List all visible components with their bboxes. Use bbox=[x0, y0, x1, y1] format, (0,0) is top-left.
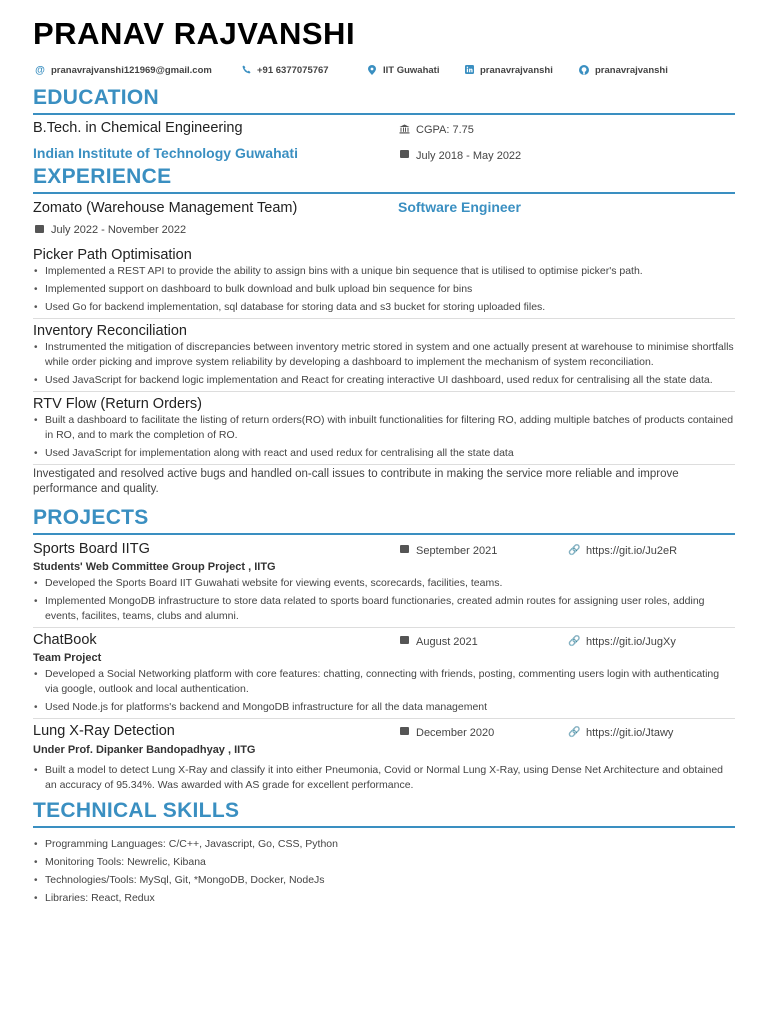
calendar-icon bbox=[398, 150, 410, 161]
list-item: • Used Go for backend implementation, sql database for storing data and s3 bucket for storing uploaded files. bbox=[33, 300, 735, 315]
university-icon bbox=[398, 124, 410, 135]
degree-text: B.Tech. in Chemical Engineering bbox=[33, 120, 243, 136]
project-date-text: September 2021 bbox=[416, 544, 498, 557]
skills-heading: TECHNICAL SKILLS bbox=[33, 799, 240, 822]
experience-dates-text: July 2022 - November 2022 bbox=[51, 224, 187, 236]
work-project bbox=[33, 246, 735, 315]
cgpa bbox=[398, 124, 474, 136]
education-dates-text: July 2018 - May 2022 bbox=[416, 149, 522, 162]
list-item: • Built a dashboard to facilitate the listing of return orders(RO) with inbuilt functionalities for filtering RO, adding multiple batches of products contained in RO, and to mark the completion of RO. bbox=[33, 413, 735, 443]
education-dates bbox=[398, 150, 521, 162]
education-heading: EDUCATION bbox=[33, 86, 159, 109]
skill-item: • Technologies/Tools: MySql, Git, *MongoDB, Docker, NodeJs bbox=[33, 873, 735, 888]
project-title: Lung X-Ray Detection bbox=[33, 723, 175, 739]
project-org: Students' Web Committee Group Project , IITG bbox=[33, 561, 276, 573]
project-link[interactable] bbox=[568, 636, 676, 648]
project-date bbox=[398, 727, 568, 739]
calendar-icon bbox=[398, 727, 410, 738]
calendar-icon bbox=[398, 636, 410, 647]
section-divider bbox=[33, 113, 735, 115]
skill-item: • Programming Languages: C/C++, Javascript, Go, CSS, Python bbox=[33, 837, 735, 852]
list-item: • Developed the Sports Board IIT Guwahati website for viewing events, scorecards, facilities, teams. bbox=[33, 576, 735, 591]
work-project-title: Picker Path Optimisation bbox=[33, 247, 192, 263]
resume bbox=[33, 14, 735, 909]
skill-item: • Libraries: React, Redux bbox=[33, 891, 735, 906]
list-item: • Used Node.js for platforms's backend and MongoDB infrastructure for all the data management bbox=[33, 700, 735, 715]
project-item bbox=[33, 541, 735, 624]
work-project bbox=[33, 322, 735, 388]
list-item: • Developed a Social Networking platform with core features: chatting, connecting with friends, posting, commenting users login with authenticating via google, outlook and local authentication. bbox=[33, 667, 735, 697]
contact-bar bbox=[33, 64, 735, 76]
location-contact bbox=[367, 65, 464, 76]
company-text: Zomato (Warehouse Management Team) bbox=[33, 200, 298, 216]
map-pin-icon bbox=[367, 65, 377, 76]
phone-icon bbox=[241, 65, 251, 76]
project-link-text[interactable]: https://git.io/Jtawy bbox=[586, 726, 674, 739]
work-project-title: Inventory Reconciliation bbox=[33, 323, 187, 339]
github-icon bbox=[579, 65, 589, 76]
phone-text: +91 6377075767 bbox=[257, 64, 329, 76]
project-item bbox=[33, 723, 735, 793]
divider bbox=[33, 318, 735, 319]
project-link[interactable] bbox=[568, 545, 677, 557]
cgpa-text: CGPA: 7.75 bbox=[416, 123, 474, 136]
list-item: • Used JavaScript for backend logic implementation and React for creating interactive UI dashboard, used redux for centralising all the state data. bbox=[33, 373, 735, 388]
section-divider bbox=[33, 192, 735, 194]
projects-section bbox=[33, 506, 735, 793]
divider bbox=[33, 464, 735, 465]
work-project bbox=[33, 395, 735, 461]
skill-item: • Monitoring Tools: Newrelic, Kibana bbox=[33, 855, 735, 870]
at-icon: @ bbox=[35, 64, 45, 76]
project-date-text: August 2021 bbox=[416, 635, 478, 648]
calendar-icon bbox=[398, 545, 410, 556]
link-icon: 🔗 bbox=[568, 636, 581, 647]
github-text: pranavrajvanshi bbox=[595, 64, 668, 76]
list-item: • Instrumented the mitigation of discrepancies between inventory metric stored in system and one actually present at warehouse to minimise shortfalls while order picking and improve system reliability by developing a dashboard to implement the mechanism of system reconciliation. bbox=[33, 340, 735, 370]
experience-heading: EXPERIENCE bbox=[33, 165, 172, 188]
experience-section bbox=[33, 165, 735, 497]
section-divider bbox=[33, 826, 735, 828]
phone-contact[interactable] bbox=[241, 65, 367, 76]
email-contact[interactable] bbox=[35, 65, 241, 76]
linkedin-icon bbox=[464, 65, 474, 76]
project-item bbox=[33, 632, 735, 715]
project-link[interactable] bbox=[568, 727, 673, 739]
project-org: Team Project bbox=[33, 652, 102, 664]
projects-heading: PROJECTS bbox=[33, 506, 149, 529]
github-contact[interactable] bbox=[579, 65, 668, 76]
institute-text: Indian Institute of Technology Guwahati bbox=[33, 145, 298, 161]
list-item: • Implemented MongoDB infrastructure to store data related to sports board functionaries, created admin routes for assigning user roles, adding events, facilites, teams, clubs and alumni. bbox=[33, 594, 735, 624]
project-date bbox=[398, 636, 568, 648]
experience-summary: Investigated and resolved active bugs and handled on-call issues to contribute in making the service more reliable and improve performance and quality. bbox=[33, 468, 679, 495]
list-item: • Built a model to detect Lung X-Ray and classify it into either Pneumonia, Covid or Normal Lung X-Ray, using Dense Net Architecture and obtained an accuracy of 95.34%. Was awarded with AS grade for excellent performance. bbox=[33, 763, 735, 793]
skills-section bbox=[33, 799, 735, 906]
project-date-text: December 2020 bbox=[416, 726, 495, 739]
divider bbox=[33, 391, 735, 392]
project-title: Sports Board IITG bbox=[33, 541, 150, 557]
location-text: IIT Guwahati bbox=[383, 64, 440, 76]
divider bbox=[33, 718, 735, 719]
project-org: Under Prof. Dipanker Bandopadhyay , IITG bbox=[33, 744, 256, 756]
work-project-title: RTV Flow (Return Orders) bbox=[33, 396, 202, 412]
education-section bbox=[33, 86, 735, 163]
list-item: • Implemented a REST API to provide the ability to assign bins with a unique bin sequence that is utilised to optimise picker's path. bbox=[33, 264, 735, 279]
linkedin-contact[interactable] bbox=[464, 65, 579, 76]
link-icon: 🔗 bbox=[568, 727, 581, 738]
project-link-text[interactable]: https://git.io/JugXy bbox=[586, 635, 676, 648]
section-divider bbox=[33, 533, 735, 535]
candidate-name: PRANAV RAJVANSHI bbox=[33, 16, 356, 51]
divider bbox=[33, 627, 735, 628]
experience-dates bbox=[33, 223, 735, 237]
project-link-text[interactable]: https://git.io/Ju2eR bbox=[586, 544, 678, 557]
project-title: ChatBook bbox=[33, 632, 97, 648]
role-text: Software Engineer bbox=[398, 199, 521, 215]
project-date bbox=[398, 545, 568, 557]
linkedin-text: pranavrajvanshi bbox=[480, 64, 553, 76]
list-item: • Used JavaScript for implementation along with react and used redux for centralising all the state data bbox=[33, 446, 735, 461]
email-text: pranavrajvanshi121969@gmail.com bbox=[51, 64, 212, 76]
link-icon: 🔗 bbox=[568, 545, 581, 556]
list-item: • Implemented support on dashboard to bulk download and bulk upload bin sequence for bins bbox=[33, 282, 735, 297]
calendar-icon bbox=[33, 225, 45, 236]
